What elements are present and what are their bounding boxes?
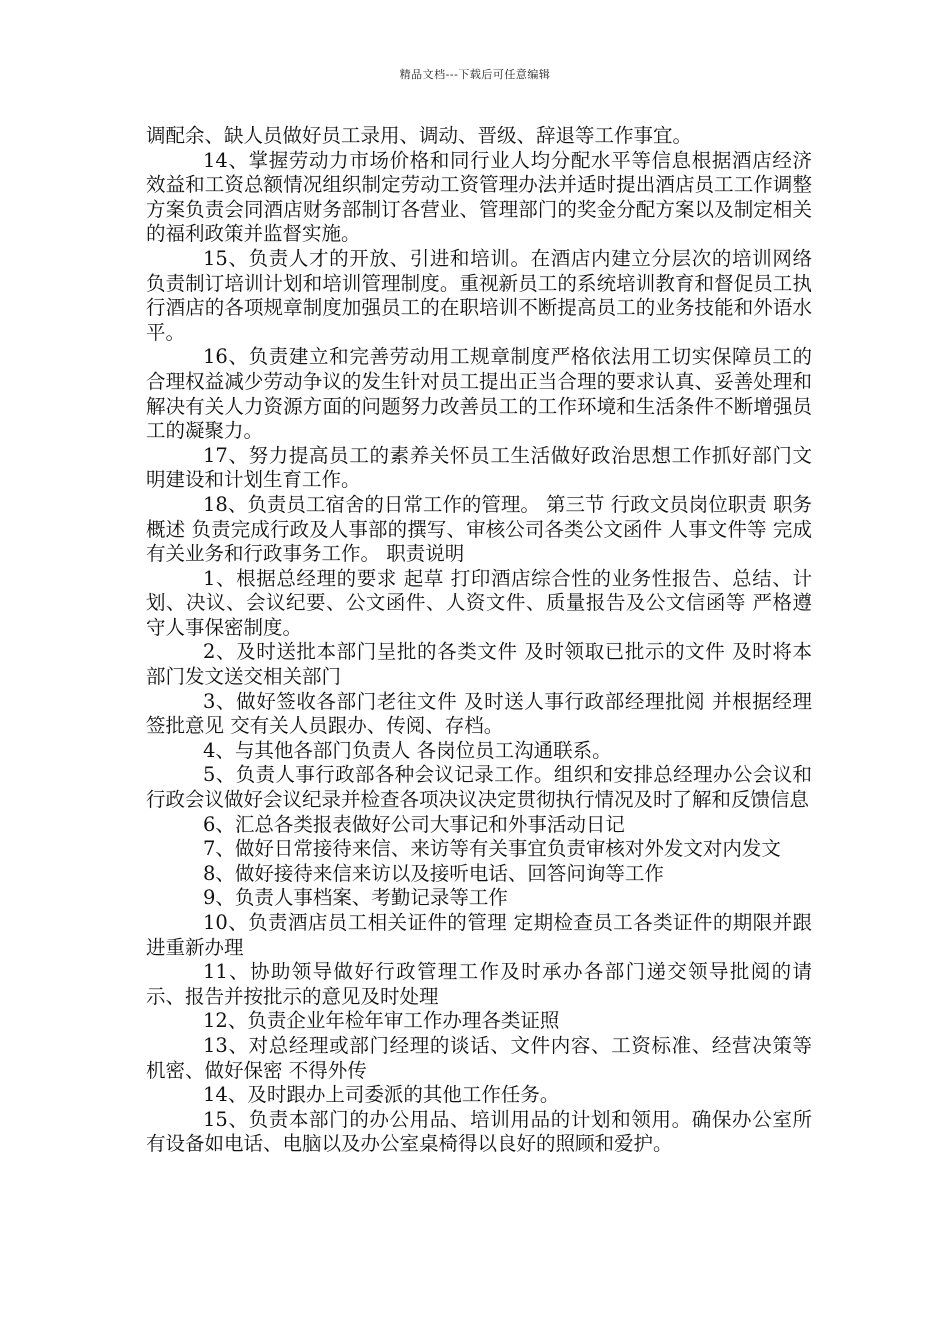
- document-body: [146, 124, 812, 1157]
- paragraph: 5、负责人事行政部各种会议记录工作。组织和安排总经理办公会议和行政会议做好会议纪录并检查各项决议决定贯彻执行情况及时了解和反馈信息: [146, 763, 812, 812]
- paragraph: 9、负责人事档案、考勤记录等工作: [203, 886, 508, 910]
- paragraph: 14、及时跟办上司委派的其他工作任务。: [203, 1083, 560, 1107]
- paragraph: 4、与其他各部门负责人 各岗位员工沟通联系。: [203, 738, 612, 762]
- paragraph: 17、努力提高员工的素养关怀员工生活做好政治思想工作抓好部门文明建设和计划生育工作。: [146, 443, 812, 492]
- paragraph: 1、根据总经理的要求 起草 打印酒店综合性的业务性报告、总结、计划、决议、会议纪要、公文函件、人资文件、质量报告及公文信函等 严格遵守人事保密制度。: [146, 566, 812, 639]
- paragraph: 7、做好日常接待来信、来访等有关事宜负责审核对外发文对内发文: [203, 837, 781, 861]
- paragraph: 12、负责企业年检年审工作办理各类证照: [203, 1009, 560, 1033]
- paragraph: 3、做好签收各部门老往文件 及时送人事行政部经理批阅 并根据经理签批意见 交有关人员跟办、传阅、存档。: [146, 689, 812, 738]
- paragraph: 13、对总经理或部门经理的谈话、文件内容、工资标准、经营决策等机密、做好保密 不得外传: [146, 1033, 812, 1082]
- paragraph: 16、负责建立和完善劳动用工规章制度严格依法用工切实保障员工的合理权益减少劳动争议的发生针对员工提出正当合理的要求认真、妥善处理和解决有关人力资源方面的问题努力改善员工的工作环境和生活条件不断增强员工的凝聚力。: [146, 345, 812, 443]
- paragraph: 15、负责人才的开放、引进和培训。在酒店内建立分层次的培训网络负责制订培训计划和培训管理制度。重视新员工的系统培训教育和督促员工执行酒店的各项规章制度加强员工的在职培训不断提高员工的业务技能和外语水平。: [146, 246, 812, 344]
- paragraph: 2、及时送批本部门呈批的各类文件 及时领取已批示的文件 及时将本部门发文送交相关部门: [146, 640, 812, 689]
- paragraph: 6、汇总各类报表做好公司大事记和外事活动日记: [203, 812, 625, 836]
- paragraph: 14、掌握劳动力市场价格和同行业人均分配水平等信息根据酒店经济效益和工资总额情况组织制定劳动工资管理办法并适时提出酒店员工工作调整方案负责会同酒店财务部制订各营业、管理部门的奖金分配方案以及制定相关的福利政策并监督实施。: [146, 148, 812, 246]
- paragraph: 11、协助领导做好行政管理工作及时承办各部门递交领导批阅的请示、报告并按批示的意见及时处理: [146, 960, 812, 1008]
- paragraph: 18、负责员工宿舍的日常工作的管理。 第三节 行政文员岗位职责 职务概述 负责完成行政及人事部的撰写、审核公司各类公文函件 人事文件等 完成有关业务和行政事务工作。 职责说明: [146, 492, 812, 566]
- paragraph: 10、负责酒店员工相关证件的管理 定期检查员工各类证件的期限并跟进重新办理: [146, 911, 812, 959]
- paragraph: 15、负责本部门的办公用品、培训用品的计划和领用。确保办公室所有设备如电话、电脑以及办公室桌椅得以良好的照顾和爱护。: [146, 1107, 812, 1156]
- page-header: 精品文档---下载后可任意编辑: [399, 68, 551, 81]
- paragraph: 调配余、缺人员做好员工录用、调动、晋级、辞退等工作事宜。: [146, 124, 693, 147]
- paragraph: 8、做好接待来信来访以及接听电话、回答问询等工作: [203, 861, 664, 885]
